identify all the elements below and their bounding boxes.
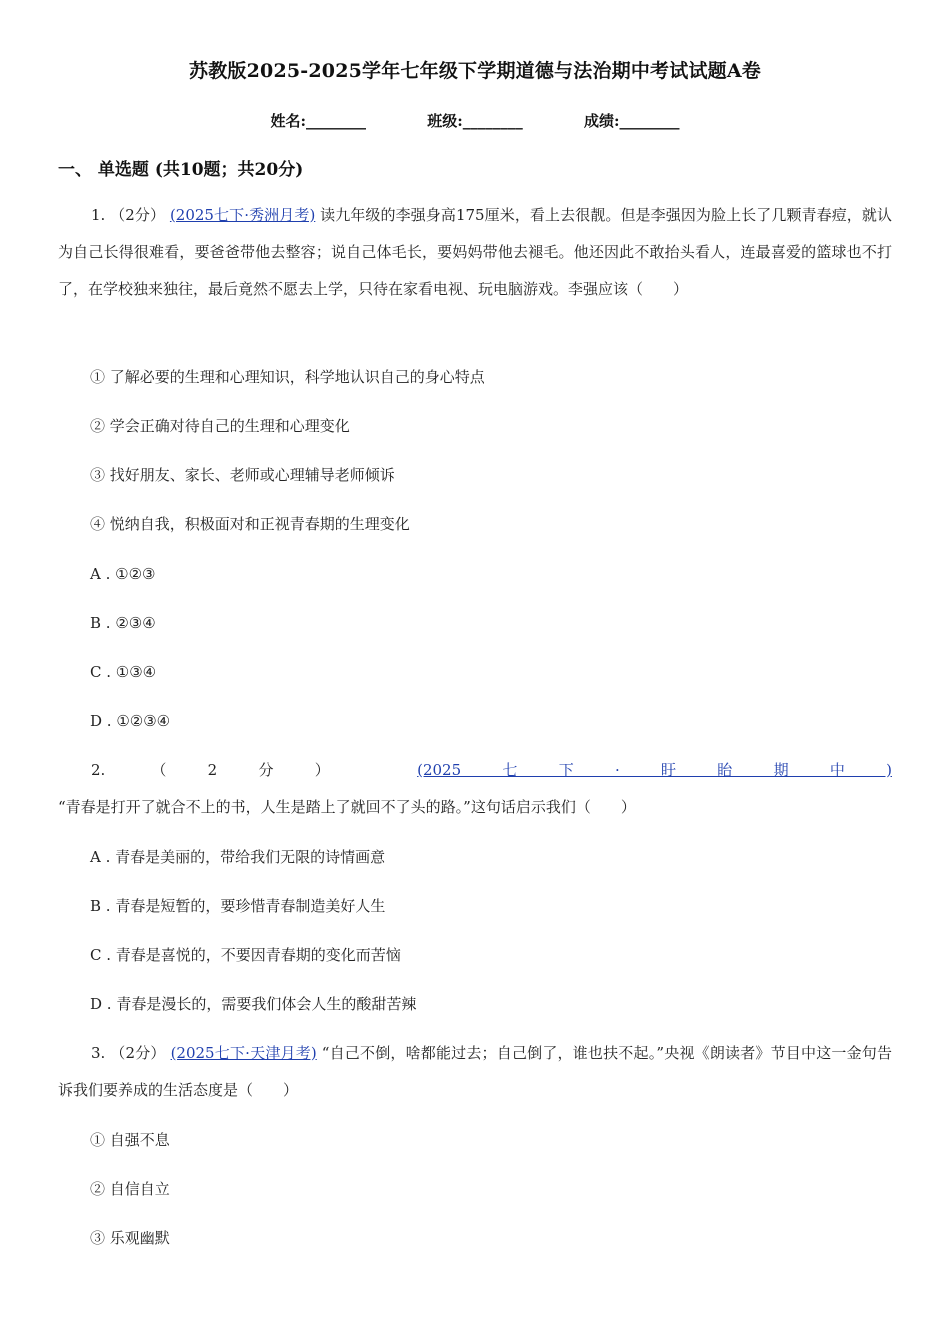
question-number: 2. xyxy=(91,761,106,779)
answer-option: C . 青春是喜悦的，不要因青春期的变化而苦恼 xyxy=(90,946,401,964)
question-3 xyxy=(58,1035,892,1109)
answer-option: D . 青春是漫长的，需要我们体会人生的酸甜苦辣 xyxy=(90,995,417,1013)
answer-option: D . ①②③④ xyxy=(90,712,171,730)
answer-option: B . ②③④ xyxy=(90,614,156,632)
question-source-link[interactable]: (2025七下·秀洲月考) xyxy=(169,206,316,224)
question-text: “自己不倒，啥都能过去；自己倒了，谁也扶不起。”央视《朗读者》节目中这一金句告诉我们要养成的生活态度是（ ） xyxy=(58,1044,892,1099)
class-field xyxy=(427,110,523,131)
question-points: （2分） xyxy=(110,206,166,224)
name-label: 姓名: xyxy=(270,112,306,130)
class-blank: ________ xyxy=(462,112,523,130)
question-text: 读九年级的李强身高175厘米，看上去很靓。但是李强因为脸上长了几颗青春痘，就认为自己长得很难看，要爸爸带他去整容；说自己体毛长，要妈妈带他去褪毛。他还因此不敢抬头看人，连最喜爱的篮球也不打了，在学校独来独往，最后竟然不愿去上学，只待在家看电视、玩电脑游戏。李强应该（ ） xyxy=(58,206,892,298)
score-field xyxy=(584,110,680,131)
answer-option: A . ①②③ xyxy=(90,565,156,583)
answer-option: C . ①③④ xyxy=(90,663,157,681)
question-points: （2分） xyxy=(110,1044,166,1062)
score-blank: ________ xyxy=(619,112,680,130)
name-field xyxy=(270,110,366,131)
question-points: （2分） xyxy=(151,761,372,779)
statement-item: ④ 悦纳自我，积极面对和正视青春期的生理变化 xyxy=(90,515,410,533)
answer-option: A . 青春是美丽的，带给我们无限的诗情画意 xyxy=(90,848,386,866)
question-1 xyxy=(58,197,892,308)
question-source-link[interactable]: (2025七下·天津月考) xyxy=(170,1044,317,1062)
statement-item: ③ 乐观幽默 xyxy=(90,1229,170,1247)
question-source-link[interactable]: (2025七下·盱眙期中) xyxy=(417,761,892,779)
statement-item: ① 了解必要的生理和心理知识，科学地认识自己的身心特点 xyxy=(90,368,485,386)
question-2 xyxy=(58,752,892,826)
score-label: 成绩: xyxy=(584,112,620,130)
question-text: “青春是打开了就合不上的书，人生是踏上了就回不了头的路。”这句话启示我们（ ） xyxy=(58,798,636,816)
statement-item: ② 学会正确对待自己的生理和心理变化 xyxy=(90,417,350,435)
statement-item: ① 自强不息 xyxy=(90,1131,170,1149)
name-blank: ________ xyxy=(305,112,366,130)
section-heading: 一、 单选题 (共10题；共20分) xyxy=(58,160,304,180)
class-label: 班级: xyxy=(427,112,463,130)
answer-option: B . 青春是短暂的，要珍惜青春制造美好人生 xyxy=(90,897,386,915)
question-number: 3. xyxy=(91,1044,106,1062)
statement-item: ② 自信自立 xyxy=(90,1180,170,1198)
student-info-row xyxy=(0,110,950,131)
question-number: 1. xyxy=(91,206,106,224)
exam-title: 苏教版2025-2025学年七年级下学期道德与法治期中考试试题A卷 xyxy=(189,60,761,82)
statement-item: ③ 找好朋友、家长、老师或心理辅导老师倾诉 xyxy=(90,466,395,484)
